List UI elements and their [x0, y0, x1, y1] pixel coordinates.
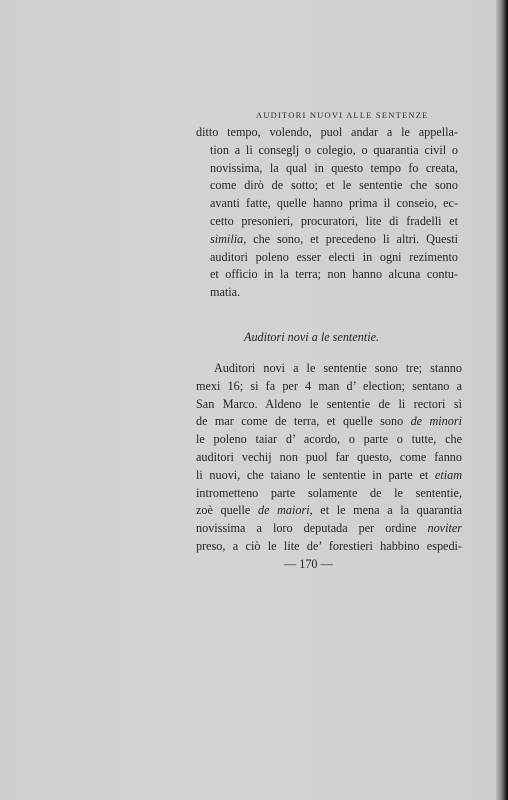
text-line — [196, 520, 462, 538]
text-line: auditori vechij non puol far questo, come fanno — [196, 449, 462, 464]
text-fragment: zoè quelle — [196, 503, 258, 518]
text-line: San Marco. Aldeno le sententie de li rectori sì — [196, 396, 462, 411]
italic-word: de maiori — [257, 503, 310, 518]
text-line — [196, 231, 458, 249]
text-line: auditori poleno esser electi in ogni rezimento — [210, 249, 458, 264]
paragraph — [196, 360, 462, 556]
text-line: matia. — [210, 285, 241, 300]
text-fragment: , che sono, et precedeno li altri. Questi — [243, 231, 458, 246]
text-line: tion a li conseglj o colegio, o quarantia civil o — [210, 142, 458, 157]
text-line: preso, a ciò le lite de’ forestieri habbino espedi- — [196, 538, 462, 553]
text-line: le poleno taiar d’ acordo, o parte o tutte, che — [196, 432, 462, 447]
text-line — [196, 467, 462, 485]
paragraph-continued — [196, 124, 458, 302]
running-head: AUDITORI NUOVI ALLE SENTENZE — [256, 110, 429, 120]
text-line — [196, 413, 462, 431]
text-line: intrometteno parte solamente de le sententie, — [196, 485, 462, 500]
section-heading: Auditori novi a le sententie. — [244, 330, 380, 344]
page-number: — 170 — — [284, 557, 333, 571]
text-line — [196, 502, 462, 520]
text-line: novissima, la qual in questo tempo fo creata, — [210, 160, 458, 175]
text-line: come dirò de sotto; et le sententie che sono — [210, 178, 458, 193]
text-fragment: novissima a loro deputada per ordine — [196, 521, 428, 536]
text-fragment: de mar come de terra, et quelle sono — [196, 414, 411, 429]
text-line: avanti fatte, quelle hanno prima il conseio, ec- — [210, 196, 458, 211]
italic-word: etiam — [434, 467, 462, 482]
text-fragment: li nuovi, che taiano le sententie in parte et — [196, 467, 435, 482]
italic-word: similia — [210, 231, 244, 246]
text-line: mexi 16; si fa per 4 man d’ election; sentano a — [196, 378, 462, 393]
italic-word: de minori — [410, 414, 462, 429]
text-line: Auditori novi a le sententie sono tre; stanno — [214, 361, 462, 375]
book-edge-shadow — [496, 0, 508, 800]
italic-word: noviter — [427, 521, 462, 536]
text-fragment: , et le mena a la quarantia — [309, 503, 463, 518]
text-line: cetto presonieri, procuratori, lite di fradelli et — [210, 213, 458, 228]
text-line: et officio in la terra; non hanno alcuna contu- — [210, 267, 458, 282]
text-line: ditto tempo, volendo, puol andar a le appella- — [196, 125, 458, 139]
